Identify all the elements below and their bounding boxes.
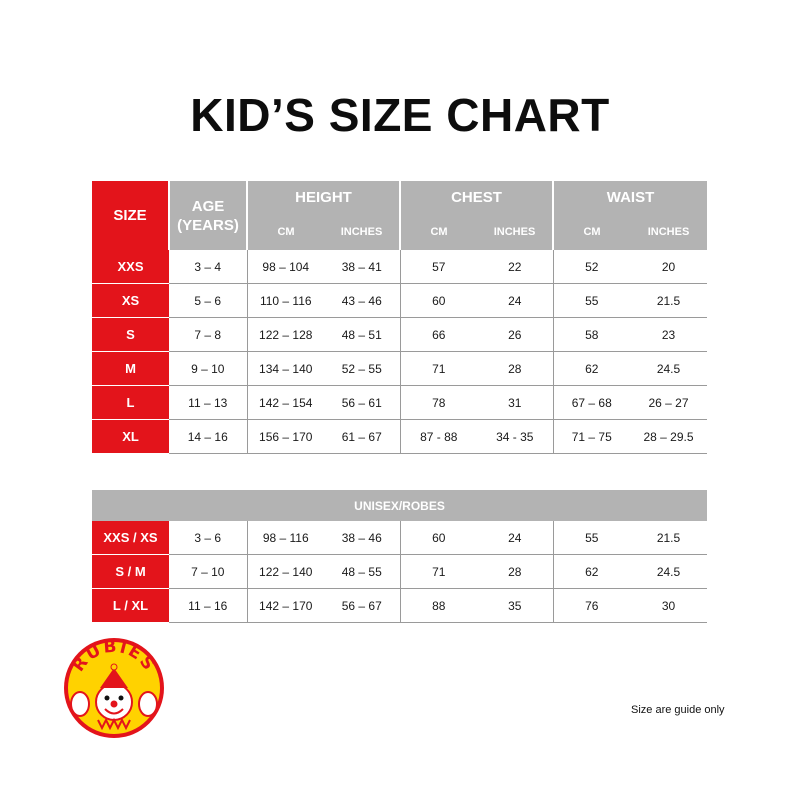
age-column-header	[169, 181, 247, 250]
table-row	[92, 284, 707, 318]
waist-cm-cell: 58	[553, 318, 630, 352]
waist-inches-cell: 21.5	[630, 284, 707, 318]
chest-cm-cell: 60	[400, 284, 477, 318]
height-cm-cell: 134 – 140	[247, 352, 324, 386]
chest-inches-cell: 28	[477, 352, 553, 386]
age-cell: 14 – 16	[169, 420, 247, 454]
size-cell: S	[92, 318, 169, 352]
age-cell: 3 – 4	[169, 250, 247, 284]
size-cell: XXS / XS	[92, 521, 169, 555]
height-inches-cell: 52 – 55	[324, 352, 400, 386]
waist-inches-cell: 24.5	[630, 352, 707, 386]
age-cell: 5 – 6	[169, 284, 247, 318]
height-cm-cell: 122 – 140	[247, 555, 324, 589]
waist-inches-cell: 23	[630, 318, 707, 352]
height-inches-cell: 61 – 67	[324, 420, 400, 454]
height-inches-cell: 38 – 46	[324, 521, 400, 555]
chest-inches-cell: 31	[477, 386, 553, 420]
page-title: KID’S SIZE CHART	[190, 89, 610, 141]
rubies-logo	[60, 632, 168, 740]
waist-cm-cell: 55	[553, 521, 630, 555]
size-cell: L	[92, 386, 169, 420]
svg-text:RUBIES: RUBIES	[68, 636, 160, 676]
rubies-clown-logo-icon	[60, 632, 168, 740]
height-cm-cell: 142 – 154	[247, 386, 324, 420]
waist-cm-cell: 67 – 68	[553, 386, 630, 420]
height-inches-header: INCHES	[324, 214, 400, 250]
waist-inches-header: INCHES	[630, 214, 707, 250]
height-inches-cell: 56 – 67	[324, 589, 400, 623]
waist-inches-cell: 21.5	[630, 521, 707, 555]
height-inches-cell: 38 – 41	[324, 250, 400, 284]
size-cell: XS	[92, 284, 169, 318]
age-cell: 9 – 10	[169, 352, 247, 386]
size-cell: L / XL	[92, 589, 169, 623]
waist-inches-cell: 26 – 27	[630, 386, 707, 420]
table-row	[92, 250, 707, 284]
height-inches-cell: 48 – 51	[324, 318, 400, 352]
table-row	[92, 386, 707, 420]
chest-inches-header: INCHES	[477, 214, 553, 250]
chest-inches-cell: 24	[477, 284, 553, 318]
waist-group-header: WAIST	[553, 181, 707, 214]
height-cm-cell: 110 – 116	[247, 284, 324, 318]
size-cell: XXS	[92, 250, 169, 284]
height-cm-cell: 98 – 104	[247, 250, 324, 284]
waist-inches-cell: 20	[630, 250, 707, 284]
waist-cm-header: CM	[553, 214, 630, 250]
height-inches-cell: 43 – 46	[324, 284, 400, 318]
chest-cm-cell: 60	[400, 521, 477, 555]
unisex-robes-table	[92, 490, 707, 623]
height-cm-cell: 142 – 170	[247, 589, 324, 623]
table-row	[92, 420, 707, 454]
age-cell: 11 – 16	[169, 589, 247, 623]
waist-cm-cell: 62	[553, 555, 630, 589]
waist-inches-cell: 24.5	[630, 555, 707, 589]
chest-cm-cell: 88	[400, 589, 477, 623]
chest-cm-cell: 78	[400, 386, 477, 420]
height-cm-header: CM	[247, 214, 324, 250]
waist-inches-cell: 30	[630, 589, 707, 623]
chest-inches-cell: 24	[477, 521, 553, 555]
height-cm-cell: 98 – 116	[247, 521, 324, 555]
chest-cm-cell: 57	[400, 250, 477, 284]
waist-cm-cell: 62	[553, 352, 630, 386]
waist-inches-cell: 28 – 29.5	[630, 420, 707, 454]
table-row	[92, 352, 707, 386]
waist-cm-cell: 76	[553, 589, 630, 623]
unisex-robes-header: UNISEX/ROBES	[92, 490, 707, 521]
age-cell: 3 – 6	[169, 521, 247, 555]
height-cm-cell: 122 – 128	[247, 318, 324, 352]
chest-inches-cell: 35	[477, 589, 553, 623]
size-cell: M	[92, 352, 169, 386]
size-chart-table	[92, 181, 707, 454]
footnote: Size are guide only	[631, 704, 725, 716]
table-row	[92, 555, 707, 589]
chest-cm-cell: 66	[400, 318, 477, 352]
waist-cm-cell: 52	[553, 250, 630, 284]
height-inches-cell: 56 – 61	[324, 386, 400, 420]
height-group-header: HEIGHT	[247, 181, 400, 214]
table-row	[92, 589, 707, 623]
height-cm-cell: 156 – 170	[247, 420, 324, 454]
chest-group-header: CHEST	[400, 181, 553, 214]
height-inches-cell: 48 – 55	[324, 555, 400, 589]
size-chart-header	[92, 181, 707, 250]
chest-inches-cell: 28	[477, 555, 553, 589]
table-row	[92, 318, 707, 352]
waist-cm-cell: 55	[553, 284, 630, 318]
size-cell: S / M	[92, 555, 169, 589]
waist-cm-cell: 71 – 75	[553, 420, 630, 454]
chest-inches-cell: 22	[477, 250, 553, 284]
age-cell: 7 – 8	[169, 318, 247, 352]
age-header-line1: AGE	[191, 197, 225, 215]
table-row	[92, 521, 707, 555]
chest-inches-cell: 26	[477, 318, 553, 352]
age-cell: 7 – 10	[169, 555, 247, 589]
chest-cm-cell: 87 - 88	[400, 420, 477, 454]
size-cell: XL	[92, 420, 169, 454]
size-column-header: SIZE	[92, 181, 169, 250]
chest-cm-cell: 71	[400, 352, 477, 386]
chest-cm-header: CM	[400, 214, 477, 250]
chest-cm-cell: 71	[400, 555, 477, 589]
age-cell: 11 – 13	[169, 386, 247, 420]
chest-inches-cell: 34 - 35	[477, 420, 553, 454]
age-header-line2: (YEARS)	[177, 216, 239, 234]
